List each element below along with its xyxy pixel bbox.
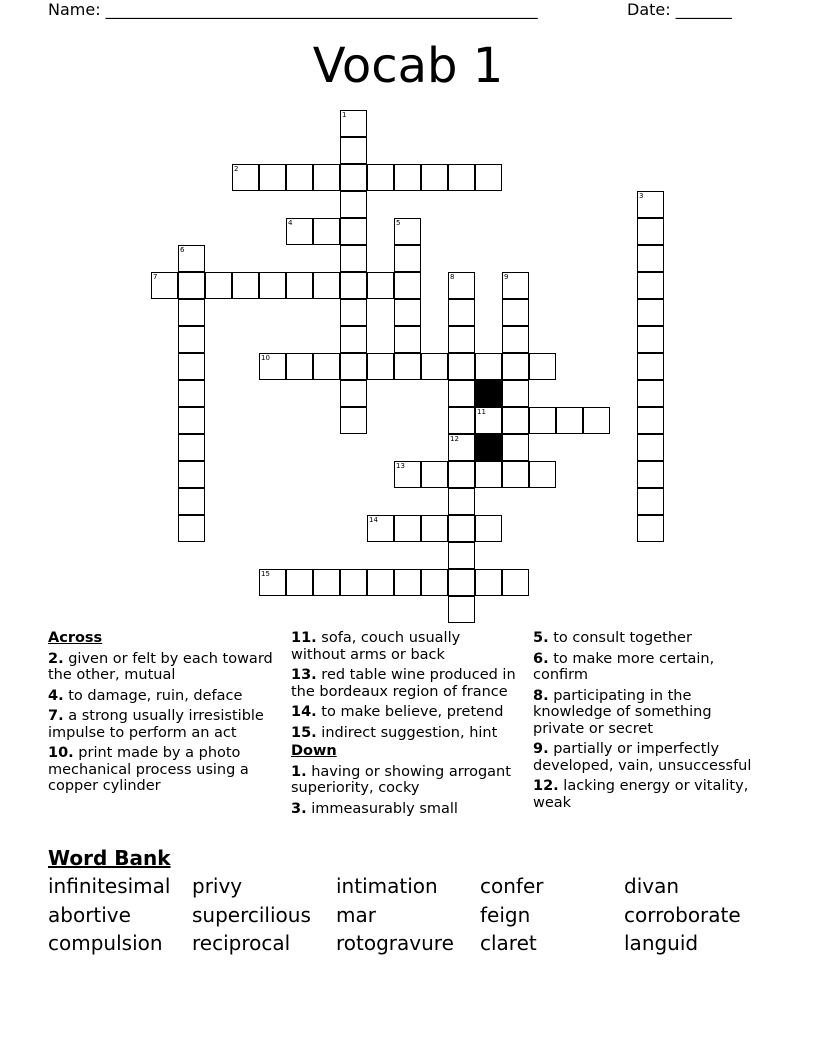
word-bank-item: privy xyxy=(192,874,243,898)
clue-item xyxy=(533,630,763,647)
clue-number: 14 xyxy=(369,516,378,524)
word-bank-item: rotogravure xyxy=(336,931,454,955)
name-field-label: Name: ______________________________________________________ xyxy=(48,0,538,19)
crossword-cell[interactable] xyxy=(178,461,205,488)
crossword-cell[interactable] xyxy=(502,407,529,434)
clue-number: 3 xyxy=(639,192,644,200)
crossword-cell[interactable] xyxy=(178,434,205,461)
clue-item xyxy=(48,745,288,795)
crossword-cell[interactable] xyxy=(178,245,205,272)
crossword-cell[interactable] xyxy=(421,515,448,542)
clue-text: immeasurably small xyxy=(306,800,458,817)
crossword-cell[interactable] xyxy=(502,380,529,407)
clue-text: red table wine produced in the bordeaux region of france xyxy=(291,667,516,700)
crossword-cell[interactable] xyxy=(394,218,421,245)
clue-item xyxy=(291,704,519,721)
crossword-cell[interactable] xyxy=(367,515,394,542)
clue-number: 7 xyxy=(153,273,158,281)
clue-text: to make more certain, confirm xyxy=(533,650,715,683)
crossword-cell[interactable] xyxy=(421,461,448,488)
crossword-cell[interactable] xyxy=(448,569,475,596)
crossword-cell[interactable] xyxy=(502,569,529,596)
black-cell xyxy=(475,380,502,407)
crossword-cell[interactable] xyxy=(502,353,529,380)
clue-item xyxy=(533,688,763,738)
crossword-cell[interactable] xyxy=(637,380,664,407)
crossword-cell[interactable] xyxy=(394,515,421,542)
crossword-cell[interactable] xyxy=(178,488,205,515)
crossword-cell[interactable] xyxy=(475,353,502,380)
word-bank-item: intimation xyxy=(336,874,438,898)
crossword-cell[interactable] xyxy=(448,299,475,326)
clues-column-3 xyxy=(533,630,763,815)
crossword-cell[interactable] xyxy=(340,299,367,326)
crossword-cell[interactable] xyxy=(367,164,394,191)
clue-number: 8. xyxy=(533,687,549,704)
clue-text: lacking energy or vitality, weak xyxy=(533,778,749,811)
crossword-cell[interactable] xyxy=(394,299,421,326)
crossword-cell[interactable] xyxy=(178,353,205,380)
clue-text: given or felt by each toward the other, mutual xyxy=(48,650,273,683)
clue-item xyxy=(48,688,288,705)
crossword-cell[interactable] xyxy=(151,272,178,299)
crossword-cell[interactable] xyxy=(475,461,502,488)
crossword-cell[interactable] xyxy=(178,407,205,434)
clue-number: 15 xyxy=(261,570,270,578)
word-bank-item: supercilious xyxy=(192,903,311,927)
clue-number: 14. xyxy=(291,704,317,720)
crossword-cell[interactable] xyxy=(448,326,475,353)
crossword-cell[interactable] xyxy=(448,542,475,569)
crossword-cell[interactable] xyxy=(475,515,502,542)
crossword-cell[interactable] xyxy=(448,164,475,191)
crossword-cell[interactable] xyxy=(583,407,610,434)
crossword-cell[interactable] xyxy=(259,569,286,596)
crossword-cell[interactable] xyxy=(394,569,421,596)
crossword-cell[interactable] xyxy=(637,353,664,380)
clue-number: 3. xyxy=(291,800,307,817)
crossword-cell[interactable] xyxy=(637,515,664,542)
clue-number: 15. xyxy=(291,724,317,741)
crossword-cell[interactable] xyxy=(502,326,529,353)
clue-text: print made by a photo mechanical process using a copper cylinder xyxy=(48,745,249,794)
crossword-cell[interactable] xyxy=(556,407,583,434)
crossword-cell[interactable] xyxy=(178,326,205,353)
black-cell xyxy=(475,434,502,461)
word-bank-item: claret xyxy=(480,931,537,955)
clue-text: participating in the knowledge of something private or secret xyxy=(533,687,712,737)
crossword-cell[interactable] xyxy=(529,353,556,380)
clue-text: partially or imperfectly developed, vain, unsuccessful xyxy=(533,741,752,774)
clue-number: 10 xyxy=(261,354,270,362)
crossword-cell[interactable] xyxy=(448,380,475,407)
crossword-cell[interactable] xyxy=(340,164,367,191)
word-bank-title: Word Bank xyxy=(48,846,171,870)
crossword-cell[interactable] xyxy=(313,164,340,191)
crossword-cell[interactable] xyxy=(340,137,367,164)
crossword-cell[interactable] xyxy=(367,353,394,380)
clue-number: 2. xyxy=(48,650,64,667)
crossword-cell[interactable] xyxy=(448,434,475,461)
crossword-cell[interactable] xyxy=(448,515,475,542)
crossword-cell[interactable] xyxy=(286,569,313,596)
crossword-cell[interactable] xyxy=(394,353,421,380)
crossword-cell[interactable] xyxy=(286,218,313,245)
clues-column-2 xyxy=(291,630,519,821)
crossword-cell[interactable] xyxy=(448,407,475,434)
crossword-cell[interactable] xyxy=(340,110,367,137)
clue-item xyxy=(291,725,519,742)
clue-text: to consult together xyxy=(548,630,692,646)
clue-item xyxy=(291,667,519,700)
crossword-cell[interactable] xyxy=(637,407,664,434)
crossword-cell[interactable] xyxy=(637,218,664,245)
word-bank-item: confer xyxy=(480,874,544,898)
crossword-cell[interactable] xyxy=(340,191,367,218)
clue-number: 9. xyxy=(533,741,549,757)
crossword-cell[interactable] xyxy=(286,272,313,299)
crossword-cell[interactable] xyxy=(637,272,664,299)
clue-text: a strong usually irresistible impulse to perform an act xyxy=(48,708,264,741)
clue-number: 13. xyxy=(291,667,317,683)
crossword-cell[interactable] xyxy=(637,299,664,326)
crossword-cell[interactable] xyxy=(475,569,502,596)
crossword-cell[interactable] xyxy=(340,272,367,299)
clue-number: 13 xyxy=(396,462,405,470)
clue-item xyxy=(533,651,763,684)
crossword-cell[interactable] xyxy=(421,569,448,596)
clue-item xyxy=(48,651,288,684)
crossword-cell[interactable] xyxy=(448,488,475,515)
word-bank-item: reciprocal xyxy=(192,931,291,955)
crossword-cell[interactable] xyxy=(340,353,367,380)
clue-number: 6. xyxy=(533,650,549,667)
clue-text: indirect suggestion, hint xyxy=(316,724,498,741)
clue-text: to make believe, pretend xyxy=(316,704,504,720)
clue-number: 5 xyxy=(396,219,401,227)
clue-number: 8 xyxy=(450,273,455,281)
clues-column-1 xyxy=(48,630,288,799)
crossword-cell[interactable] xyxy=(313,353,340,380)
clue-number: 11. xyxy=(291,630,317,646)
clue-number: 2 xyxy=(234,165,239,173)
crossword-cell[interactable] xyxy=(637,488,664,515)
crossword-cell[interactable] xyxy=(367,272,394,299)
crossword-cell[interactable] xyxy=(340,326,367,353)
word-bank-item: mar xyxy=(336,903,376,927)
word-bank-item: abortive xyxy=(48,903,131,927)
clue-item xyxy=(48,708,288,741)
crossword-cell[interactable] xyxy=(313,569,340,596)
crossword-cell[interactable] xyxy=(448,353,475,380)
clue-text: having or showing arrogant superiority, cocky xyxy=(291,763,511,796)
clue-number: 12. xyxy=(533,778,559,794)
crossword-cell[interactable] xyxy=(286,353,313,380)
crossword-cell[interactable] xyxy=(394,326,421,353)
crossword-cell[interactable] xyxy=(178,299,205,326)
crossword-cell[interactable] xyxy=(637,245,664,272)
clue-number: 1. xyxy=(291,763,307,780)
crossword-cell[interactable] xyxy=(232,272,259,299)
clue-number: 12 xyxy=(450,435,459,443)
crossword-cell[interactable] xyxy=(637,434,664,461)
crossword-cell[interactable] xyxy=(178,515,205,542)
crossword-cell[interactable] xyxy=(205,272,232,299)
crossword-cell[interactable] xyxy=(502,272,529,299)
crossword-cell[interactable] xyxy=(394,164,421,191)
clue-text: sofa, couch usually without arms or back xyxy=(291,630,461,663)
crossword-cell[interactable] xyxy=(286,164,313,191)
crossword-cell[interactable] xyxy=(529,461,556,488)
crossword-cell[interactable] xyxy=(394,272,421,299)
crossword-cell[interactable] xyxy=(313,218,340,245)
crossword-cell[interactable] xyxy=(178,380,205,407)
clue-number: 11 xyxy=(477,408,486,416)
crossword-cell[interactable] xyxy=(178,272,205,299)
crossword-cell[interactable] xyxy=(340,245,367,272)
clue-item xyxy=(291,764,519,797)
clue-number: 4 xyxy=(288,219,293,227)
date-field-label: Date: _______ xyxy=(627,0,732,19)
crossword-cell[interactable] xyxy=(502,299,529,326)
clue-number: 10. xyxy=(48,745,74,761)
crossword-cell[interactable] xyxy=(340,218,367,245)
crossword-cell[interactable] xyxy=(421,164,448,191)
word-bank-item: infinitesimal xyxy=(48,874,171,898)
crossword-cell[interactable] xyxy=(340,569,367,596)
crossword-cell[interactable] xyxy=(475,164,502,191)
clue-number: 4. xyxy=(48,687,64,704)
word-bank-item: feign xyxy=(480,903,531,927)
crossword-cell[interactable] xyxy=(448,596,475,623)
crossword-cell[interactable] xyxy=(313,272,340,299)
clue-number: 6 xyxy=(180,246,185,254)
clue-number: 5. xyxy=(533,630,549,646)
word-bank-item: compulsion xyxy=(48,931,163,955)
clue-number: 1 xyxy=(342,111,347,119)
crossword-cell[interactable] xyxy=(394,461,421,488)
crossword-cell[interactable] xyxy=(448,461,475,488)
crossword-cell[interactable] xyxy=(259,353,286,380)
crossword-cell[interactable] xyxy=(340,380,367,407)
puzzle-title: Vocab 1 xyxy=(312,38,504,94)
crossword-cell[interactable] xyxy=(502,461,529,488)
clue-item xyxy=(291,630,519,663)
crossword-cell[interactable] xyxy=(448,272,475,299)
across-heading: Across xyxy=(48,630,103,646)
clue-item xyxy=(533,741,763,774)
crossword-cell[interactable] xyxy=(637,191,664,218)
word-bank-item: divan xyxy=(624,874,680,898)
clue-text: to damage, ruin, deface xyxy=(63,687,243,704)
clue-number: 7. xyxy=(48,708,64,724)
down-heading: Down xyxy=(291,743,337,759)
crossword-cell[interactable] xyxy=(475,407,502,434)
word-bank-item: corroborate xyxy=(624,903,741,927)
word-bank-item: languid xyxy=(624,931,699,955)
crossword-cell[interactable] xyxy=(502,434,529,461)
clue-item xyxy=(533,778,763,811)
crossword-cell[interactable] xyxy=(232,164,259,191)
crossword-cell[interactable] xyxy=(637,326,664,353)
crossword-cell[interactable] xyxy=(637,461,664,488)
crossword-cell[interactable] xyxy=(259,272,286,299)
clue-item xyxy=(291,801,519,818)
crossword-cell[interactable] xyxy=(340,407,367,434)
crossword-cell[interactable] xyxy=(394,245,421,272)
crossword-cell[interactable] xyxy=(259,164,286,191)
crossword-cell[interactable] xyxy=(529,407,556,434)
crossword-cell[interactable] xyxy=(367,569,394,596)
clue-number: 9 xyxy=(504,273,509,281)
crossword-cell[interactable] xyxy=(421,353,448,380)
